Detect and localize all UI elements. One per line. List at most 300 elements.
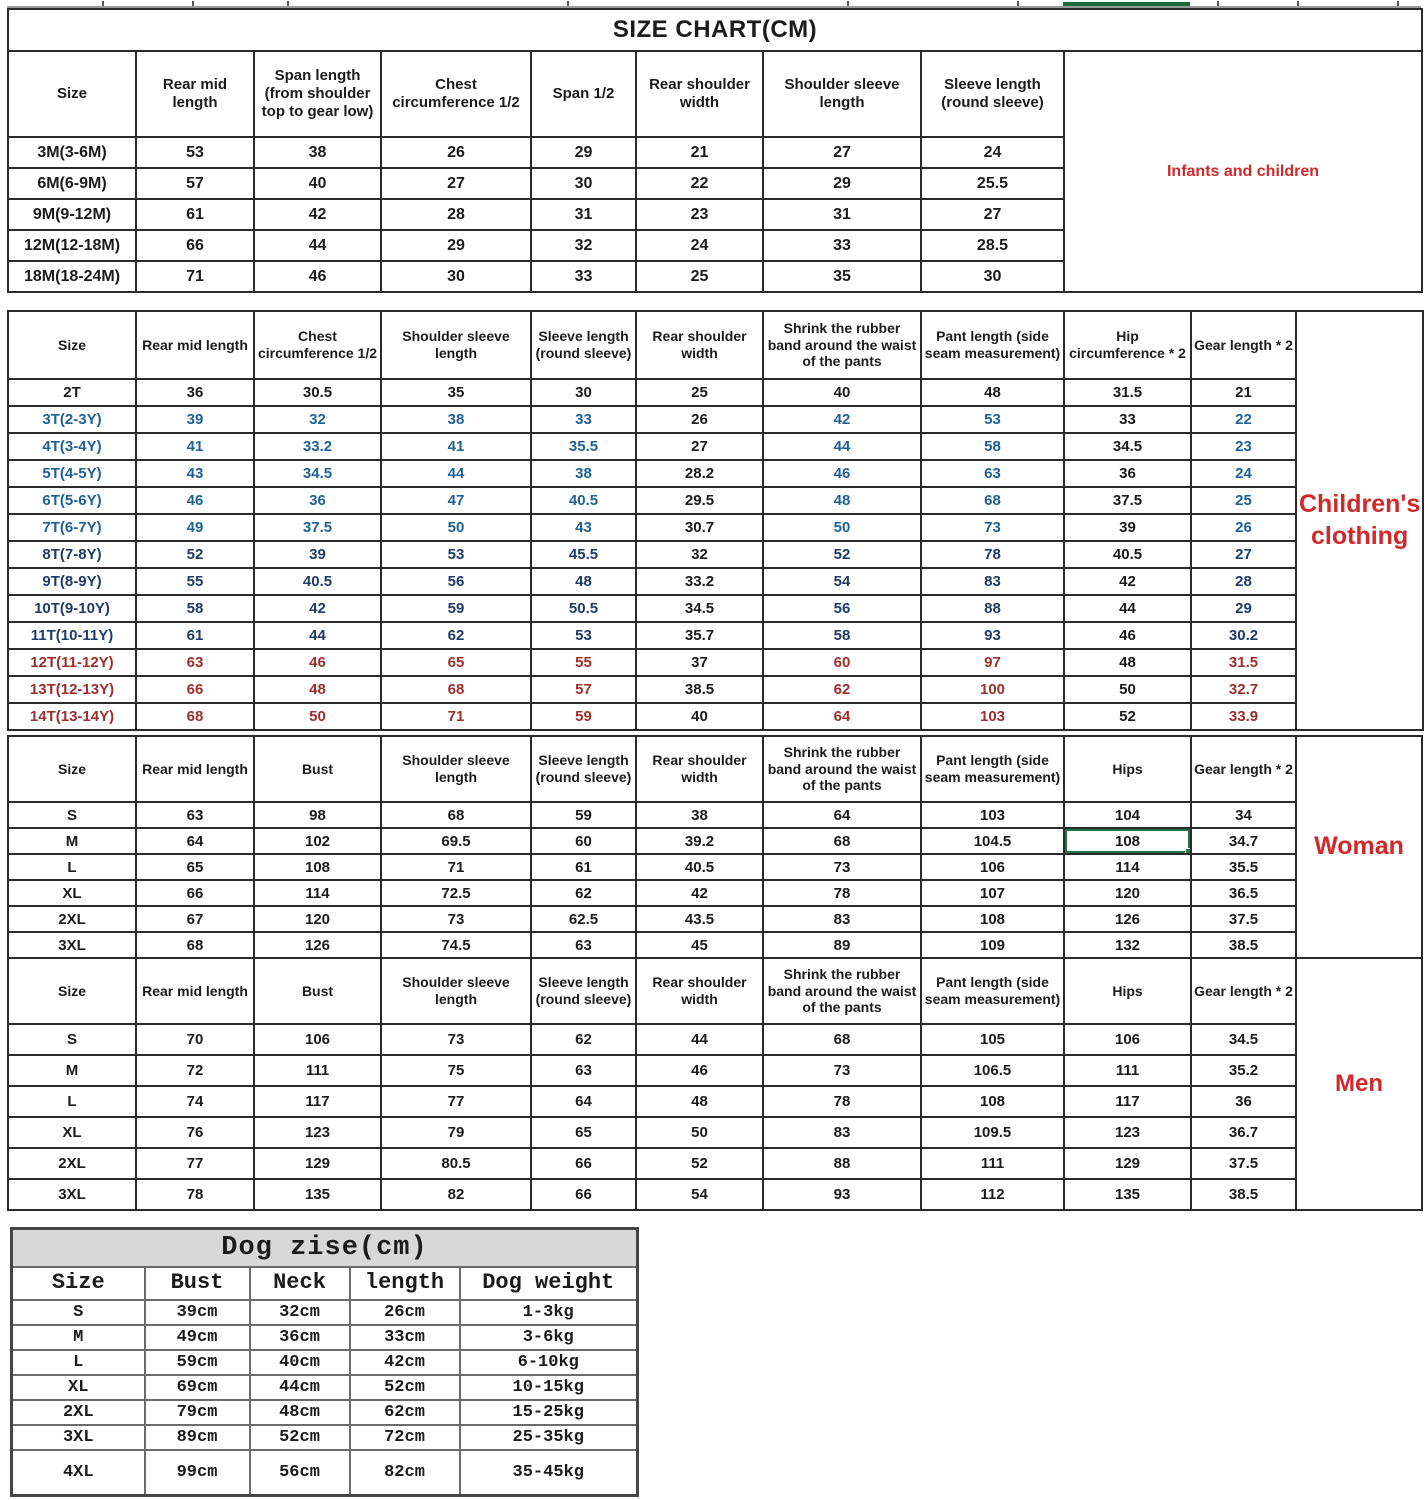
value-cell: 30 (531, 168, 636, 199)
value-cell: 63 (136, 649, 254, 676)
value-cell: 38.5 (1191, 1179, 1296, 1210)
value-cell: 39.2 (636, 828, 763, 854)
value-cell: 46 (763, 460, 921, 487)
value-cell: 75 (381, 1055, 531, 1086)
value-cell: 55 (136, 568, 254, 595)
value-cell: 111 (921, 1148, 1064, 1179)
value-cell: 114 (1064, 854, 1191, 880)
value-cell: 41 (381, 433, 531, 460)
table-row (8, 541, 1423, 568)
value-cell: 33.9 (1191, 703, 1296, 730)
table-row (12, 1425, 638, 1450)
value-cell: 82cm (350, 1450, 460, 1496)
value-cell: 30 (921, 261, 1064, 292)
size-cell: 9T(8-9Y) (8, 568, 136, 595)
column-header: Gear length * 2 (1191, 958, 1296, 1024)
value-cell: 78 (763, 880, 921, 906)
value-cell: 36 (1191, 1086, 1296, 1117)
size-cell: 12M(12-18M) (8, 230, 136, 261)
table-row (8, 703, 1423, 730)
size-cell: 9M(9-12M) (8, 199, 136, 230)
value-cell: 25.5 (921, 168, 1064, 199)
value-cell: 68 (381, 802, 531, 828)
value-cell: 33.2 (254, 433, 381, 460)
value-cell: 66 (531, 1148, 636, 1179)
value-cell: 66 (531, 1179, 636, 1210)
value-cell: 36 (1064, 460, 1191, 487)
column-header: Pant length (side seam measurement) (921, 958, 1064, 1024)
value-cell: 66 (136, 230, 254, 261)
value-cell: 40 (636, 703, 763, 730)
value-cell: 66 (136, 880, 254, 906)
value-cell: 42 (254, 199, 381, 230)
value-cell: 59 (381, 595, 531, 622)
table-row (8, 568, 1423, 595)
value-cell: 32cm (250, 1300, 350, 1325)
value-cell: 23 (636, 199, 763, 230)
value-cell: 30 (531, 379, 636, 406)
value-cell: 37.5 (1191, 1148, 1296, 1179)
column-header: Size (8, 736, 136, 802)
table-row (8, 802, 1422, 828)
value-cell: 106 (254, 1024, 381, 1055)
value-cell: 52cm (250, 1425, 350, 1450)
value-cell: 108 (921, 1086, 1064, 1117)
value-cell: 15-25kg (460, 1400, 638, 1425)
value-cell: 26 (636, 406, 763, 433)
value-cell: 44cm (250, 1375, 350, 1400)
table-row (8, 595, 1423, 622)
value-cell: 58 (763, 622, 921, 649)
table-row (8, 932, 1422, 958)
value-cell: 54 (636, 1179, 763, 1210)
size-cell: 4XL (12, 1450, 145, 1496)
value-cell: 34.7 (1191, 828, 1296, 854)
value-cell: 56 (381, 568, 531, 595)
value-cell: 44 (763, 433, 921, 460)
value-cell: 79cm (145, 1400, 250, 1425)
value-cell: 58 (921, 433, 1064, 460)
value-cell: 28.5 (921, 230, 1064, 261)
table-row (12, 1300, 638, 1325)
value-cell: 53 (921, 406, 1064, 433)
value-cell: 60 (531, 828, 636, 854)
table-row (12, 1450, 638, 1496)
value-cell: 88 (763, 1148, 921, 1179)
size-cell: S (8, 802, 136, 828)
value-cell: 48 (531, 568, 636, 595)
value-cell: 57 (136, 168, 254, 199)
value-cell: 74 (136, 1086, 254, 1117)
value-cell: 27 (763, 137, 921, 168)
column-header: Pant length (side seam measurement) (921, 311, 1064, 379)
value-cell: 49 (136, 514, 254, 541)
value-cell: 30 (381, 261, 531, 292)
size-cell: M (8, 1055, 136, 1086)
value-cell: 34 (1191, 802, 1296, 828)
value-cell: 129 (254, 1148, 381, 1179)
column-header: Sleeve length (round sleeve) (921, 51, 1064, 137)
value-cell: 112 (921, 1179, 1064, 1210)
value-cell: 73 (763, 854, 921, 880)
value-cell: 89cm (145, 1425, 250, 1450)
table-row (8, 649, 1423, 676)
value-cell: 73 (921, 514, 1064, 541)
size-cell: 4T(3-4Y) (8, 433, 136, 460)
size-cell: XL (8, 880, 136, 906)
dog-size-table (10, 1227, 639, 1497)
value-cell: 104.5 (921, 828, 1064, 854)
column-header: Size (8, 51, 136, 137)
value-cell: 49cm (145, 1325, 250, 1350)
size-cell: L (8, 1086, 136, 1117)
category-label: Children's clothing (1296, 311, 1423, 730)
size-cell: 3XL (8, 932, 136, 958)
value-cell: 109.5 (921, 1117, 1064, 1148)
value-cell: 31.5 (1191, 649, 1296, 676)
table-row (8, 622, 1423, 649)
value-cell: 103 (921, 703, 1064, 730)
value-cell: 40cm (250, 1350, 350, 1375)
value-cell: 24 (636, 230, 763, 261)
size-cell: S (8, 1024, 136, 1055)
value-cell: 64 (136, 828, 254, 854)
value-cell: 50 (763, 514, 921, 541)
column-header: Rear mid length (136, 958, 254, 1024)
value-cell: 62 (531, 1024, 636, 1055)
value-cell: 123 (1064, 1117, 1191, 1148)
column-header: Rear shoulder width (636, 311, 763, 379)
value-cell: 27 (1191, 541, 1296, 568)
value-cell: 71 (136, 261, 254, 292)
column-header: Shrink the rubber band around the waist of the pants (763, 311, 921, 379)
value-cell: 106 (1064, 1024, 1191, 1055)
value-cell: 80.5 (381, 1148, 531, 1179)
column-header: Gear length * 2 (1191, 311, 1296, 379)
value-cell: 46 (1064, 622, 1191, 649)
value-cell: 93 (921, 622, 1064, 649)
column-header: Size (8, 958, 136, 1024)
value-cell: 34.5 (254, 460, 381, 487)
value-cell: 48 (1064, 649, 1191, 676)
table-row (12, 1375, 638, 1400)
size-cell: 5T(4-5Y) (8, 460, 136, 487)
value-cell: 36 (254, 487, 381, 514)
value-cell: 35.5 (531, 433, 636, 460)
table-row (8, 1055, 1422, 1086)
value-cell: 107 (921, 880, 1064, 906)
size-cell: 6M(6-9M) (8, 168, 136, 199)
value-cell: 63 (921, 460, 1064, 487)
column-tick (1297, 1, 1299, 6)
value-cell: 24 (1191, 460, 1296, 487)
value-cell: 79 (381, 1117, 531, 1148)
column-header: Span length (from shoulder top to gear low) (254, 51, 381, 137)
value-cell: 117 (1064, 1086, 1191, 1117)
value-cell: 48 (254, 676, 381, 703)
value-cell: 78 (921, 541, 1064, 568)
value-cell: 28 (381, 199, 531, 230)
size-cell: 13T(12-13Y) (8, 676, 136, 703)
value-cell: 25 (636, 379, 763, 406)
value-cell: 41 (136, 433, 254, 460)
value-cell: 65 (136, 854, 254, 880)
value-cell: 24 (921, 137, 1064, 168)
value-cell: 57 (531, 676, 636, 703)
value-cell: 25 (1191, 487, 1296, 514)
value-cell: 35 (763, 261, 921, 292)
value-cell: 27 (921, 199, 1064, 230)
value-cell: 30.7 (636, 514, 763, 541)
table-row (12, 1350, 638, 1375)
value-cell: 45.5 (531, 541, 636, 568)
spreadsheet-top-edge (7, 0, 1421, 8)
value-cell: 68 (763, 1024, 921, 1055)
size-cell: 2XL (8, 1148, 136, 1179)
column-header: Bust (254, 736, 381, 802)
value-cell: 62 (763, 676, 921, 703)
value-cell: 120 (1064, 880, 1191, 906)
infants-size-table (7, 8, 1423, 293)
value-cell: 44 (254, 230, 381, 261)
value-cell: 3-6kg (460, 1325, 638, 1350)
column-header: Shoulder sleeve length (763, 51, 921, 137)
table-row (8, 880, 1422, 906)
value-cell: 72.5 (381, 880, 531, 906)
value-cell: 46 (254, 649, 381, 676)
value-cell: 33cm (350, 1325, 460, 1350)
value-cell: 40.5 (1064, 541, 1191, 568)
column-header: length (350, 1267, 460, 1300)
value-cell: 26 (1191, 514, 1296, 541)
value-cell: 60 (763, 649, 921, 676)
value-cell: 40 (763, 379, 921, 406)
value-cell: 38.5 (636, 676, 763, 703)
value-cell: 63 (531, 932, 636, 958)
size-cell: 14T(13-14Y) (8, 703, 136, 730)
value-cell: 40.5 (636, 854, 763, 880)
value-cell: 62 (381, 622, 531, 649)
value-cell: 29 (531, 137, 636, 168)
value-cell: 35-45kg (460, 1450, 638, 1496)
column-tick (567, 1, 569, 6)
table-row (8, 487, 1423, 514)
size-cell: 11T(10-11Y) (8, 622, 136, 649)
value-cell: 25 (636, 261, 763, 292)
value-cell: 129 (1064, 1148, 1191, 1179)
column-header: Rear shoulder width (636, 51, 763, 137)
column-tick (1397, 1, 1399, 6)
table-row (8, 379, 1423, 406)
value-cell: 78 (763, 1086, 921, 1117)
column-header: Rear shoulder width (636, 736, 763, 802)
value-cell: 46 (254, 261, 381, 292)
value-cell: 35 (381, 379, 531, 406)
size-cell: XL (12, 1375, 145, 1400)
column-header: Shoulder sleeve length (381, 311, 531, 379)
value-cell: 83 (763, 906, 921, 932)
value-cell: 59 (531, 802, 636, 828)
men-size-table (7, 957, 1423, 1211)
value-cell: 74.5 (381, 932, 531, 958)
value-cell: 33 (531, 261, 636, 292)
value-cell: 100 (921, 676, 1064, 703)
value-cell: 36.7 (1191, 1117, 1296, 1148)
value-cell: 44 (254, 622, 381, 649)
table-row (8, 406, 1423, 433)
value-cell: 39 (1064, 514, 1191, 541)
column-tick (102, 1, 104, 6)
size-cell: 6T(5-6Y) (8, 487, 136, 514)
value-cell: 62.5 (531, 906, 636, 932)
value-cell: 62 (531, 880, 636, 906)
value-cell: 42cm (350, 1350, 460, 1375)
value-cell: 33 (1064, 406, 1191, 433)
header-row (8, 51, 1422, 137)
size-cell: 3T(2-3Y) (8, 406, 136, 433)
size-cell: 7T(6-7Y) (8, 514, 136, 541)
value-cell: 54 (763, 568, 921, 595)
value-cell: 43 (136, 460, 254, 487)
table-row (12, 1400, 638, 1425)
value-cell: 53 (136, 137, 254, 168)
size-cell: XL (8, 1117, 136, 1148)
value-cell: 50 (1064, 676, 1191, 703)
value-cell: 66 (136, 676, 254, 703)
value-cell: 46 (136, 487, 254, 514)
value-cell: 29 (1191, 595, 1296, 622)
size-cell: 10T(9-10Y) (8, 595, 136, 622)
table-row (8, 828, 1422, 854)
column-header: Span 1/2 (531, 51, 636, 137)
value-cell: 33 (763, 230, 921, 261)
dog-table-title: Dog zise(cm) (12, 1229, 638, 1267)
column-header: Rear mid length (136, 51, 254, 137)
column-header: Chest circumference 1/2 (381, 51, 531, 137)
table-row (8, 1086, 1422, 1117)
table-row (8, 676, 1423, 703)
value-cell: 62cm (350, 1400, 460, 1425)
value-cell: 89 (763, 932, 921, 958)
value-cell: 93 (763, 1179, 921, 1210)
table-row (8, 1148, 1422, 1179)
value-cell: 52 (763, 541, 921, 568)
value-cell: 39 (254, 541, 381, 568)
table-row (8, 460, 1423, 487)
value-cell: 42 (763, 406, 921, 433)
value-cell: 63 (531, 1055, 636, 1086)
value-cell: 43 (531, 514, 636, 541)
value-cell: 31 (763, 199, 921, 230)
value-cell: 97 (921, 649, 1064, 676)
column-header: Sleeve length (round sleeve) (531, 736, 636, 802)
value-cell: 27 (381, 168, 531, 199)
value-cell: 65 (531, 1117, 636, 1148)
value-cell: 61 (136, 199, 254, 230)
column-header: Rear mid length (136, 736, 254, 802)
value-cell: 108 (921, 906, 1064, 932)
value-cell: 56 (763, 595, 921, 622)
value-cell: 27 (636, 433, 763, 460)
value-cell: 58 (136, 595, 254, 622)
size-cell: S (12, 1300, 145, 1325)
size-cell: 3XL (8, 1179, 136, 1210)
value-cell: 76 (136, 1117, 254, 1148)
value-cell: 50 (636, 1117, 763, 1148)
value-cell: 61 (136, 622, 254, 649)
value-cell: 69.5 (381, 828, 531, 854)
value-cell: 64 (763, 703, 921, 730)
value-cell: 36 (136, 379, 254, 406)
value-cell: 105 (921, 1024, 1064, 1055)
size-cell: 3XL (12, 1425, 145, 1450)
column-header: Size (8, 311, 136, 379)
value-cell: 31 (531, 199, 636, 230)
table-row (12, 1325, 638, 1350)
value-cell: 50 (254, 703, 381, 730)
value-cell: 28.2 (636, 460, 763, 487)
value-cell: 33 (531, 406, 636, 433)
table-row (8, 1179, 1422, 1210)
header-row (8, 958, 1422, 1024)
value-cell: 83 (763, 1117, 921, 1148)
value-cell: 70 (136, 1024, 254, 1055)
size-cell: 2T (8, 379, 136, 406)
value-cell: 48cm (250, 1400, 350, 1425)
column-header: Hip circumference * 2 (1064, 311, 1191, 379)
value-cell: 39cm (145, 1300, 250, 1325)
value-cell: 52 (136, 541, 254, 568)
value-cell: 37.5 (1064, 487, 1191, 514)
value-cell: 31.5 (1064, 379, 1191, 406)
value-cell: 72cm (350, 1425, 460, 1450)
value-cell: 64 (531, 1086, 636, 1117)
value-cell: 56cm (250, 1450, 350, 1496)
value-cell: 68 (763, 828, 921, 854)
size-cell: 3M(3-6M) (8, 137, 136, 168)
value-cell: 26cm (350, 1300, 460, 1325)
value-cell: 53 (531, 622, 636, 649)
selected-cell[interactable]: 108 (1064, 828, 1191, 854)
value-cell: 25-35kg (460, 1425, 638, 1450)
value-cell: 39 (136, 406, 254, 433)
value-cell: 44 (381, 460, 531, 487)
value-cell: 98 (254, 802, 381, 828)
value-cell: 42 (636, 880, 763, 906)
value-cell: 42 (254, 595, 381, 622)
column-header: Bust (145, 1267, 250, 1300)
value-cell: 65 (381, 649, 531, 676)
value-cell: 48 (636, 1086, 763, 1117)
value-cell: 106.5 (921, 1055, 1064, 1086)
value-cell: 71 (381, 703, 531, 730)
value-cell: 37.5 (1191, 906, 1296, 932)
category-label: Woman (1296, 736, 1422, 958)
value-cell: 106 (921, 854, 1064, 880)
value-cell: 48 (763, 487, 921, 514)
column-header: Rear shoulder width (636, 958, 763, 1024)
value-cell: 44 (636, 1024, 763, 1055)
value-cell: 52 (1064, 703, 1191, 730)
value-cell: 117 (254, 1086, 381, 1117)
value-cell: 108 (254, 854, 381, 880)
value-cell: 53 (381, 541, 531, 568)
value-cell: 46 (636, 1055, 763, 1086)
value-cell: 59 (531, 703, 636, 730)
value-cell: 103 (921, 802, 1064, 828)
value-cell: 47 (381, 487, 531, 514)
value-cell: 99cm (145, 1450, 250, 1496)
